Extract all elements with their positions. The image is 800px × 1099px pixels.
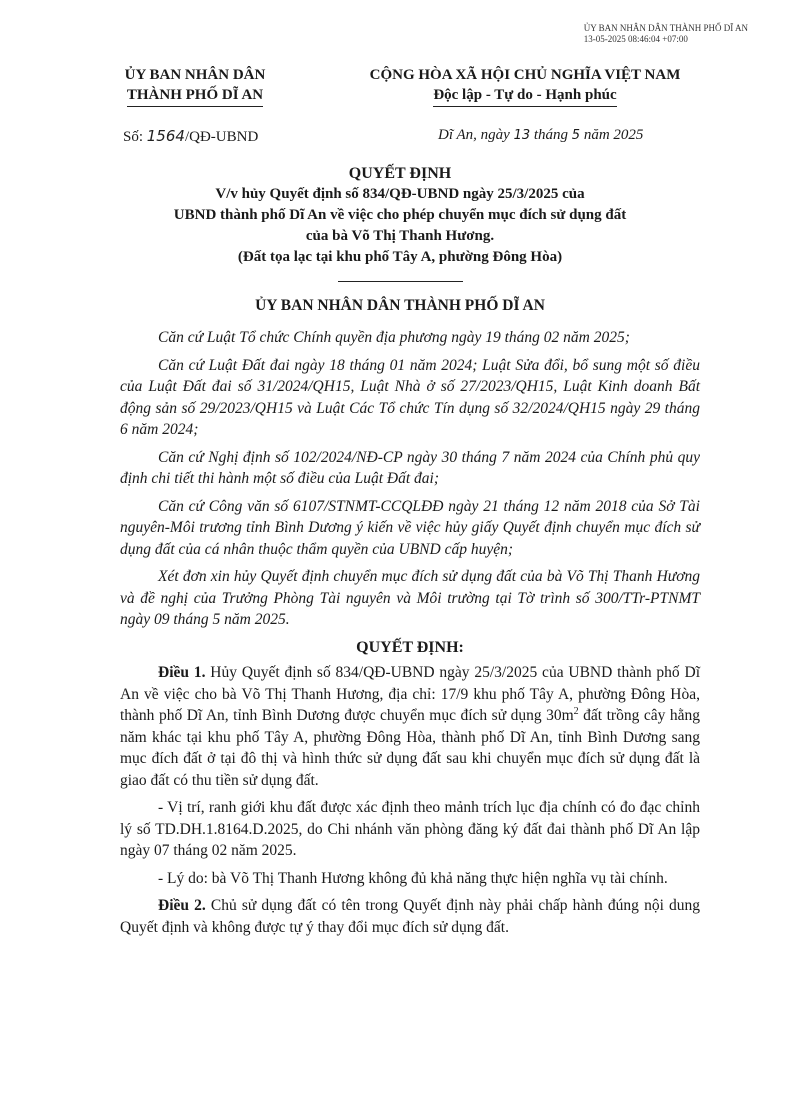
authority-line1: ỦY BAN NHÂN DÂN [124,67,266,83]
title-location: (Đất tọa lạc tại khu phố Tây A, phường Đông Hòa) [237,249,563,265]
title-divider [338,281,463,282]
legal-basis-3: Căn cứ Nghị định số 102/2024/NĐ-CP ngày 30 tháng 7 năm 2024 của Chính phủ quy định chi tiết thi hành một số điều của Luật Đất đai; [120,448,700,487]
handwritten-day: 13 [513,128,531,143]
title-subject-3: của bà Võ Thị Thanh Hương. [305,228,495,244]
legal-basis-1: Căn cứ Luật Tổ chức Chính quyền địa phương ngày 19 tháng 02 năm 2025; [158,329,630,346]
national-motto: Độc lập - Tự do - Hạnh phúc [433,85,616,107]
article-1-reason: - Lý do: bà Võ Thị Thanh Hương không đủ khả năng thực hiện nghĩa vụ tài chính. [158,869,668,887]
country-name: CỘNG HÒA XÃ HỘI CHỦ NGHĨA VIỆT NAM [369,67,681,83]
title-subject-2: UBND thành phố Dĩ An về việc cho phép chuyển mục đích sử dụng đất [173,207,627,223]
stamp-issuer: ỦY BAN NHÂN DÂN THÀNH PHỐ DĨ AN [583,23,748,33]
legal-basis-4: Căn cứ Công văn số 6107/STNMT-CCQLĐĐ ngày 21 tháng 12 năm 2018 của Sở Tài nguyên-Môi trương tỉnh Bình Dương ý kiến về việc hủy giấy Quyết định chuyển mục đích sử dụng đất của cá nhân thuộc thẩm quyền của UBND cấp huyện; [120,497,700,558]
issue-date: Dĩ An, ngày 13 tháng 5 năm 2025 [438,127,644,143]
decision-heading: QUYẾT ĐỊNH: [356,638,464,656]
legal-basis-2: Căn cứ Luật Đất đai ngày 18 tháng 01 năm 2024; Luật Sửa đổi, bổ sung một số điều của Luật Đất đai số 31/2024/QH15, Luật Nhà ở số 27/2023/QH15, Luật Kinh doanh Bất động sản số 29/2023/QH15 và Luật Các Tổ chức Tín dụng số 32/2024/QH15 ngày 29 tháng 6 năm 2024; [120,356,700,438]
document-body [120,327,700,944]
issuing-authority-header [100,65,290,107]
article-1-label: Điều 1. [158,664,206,681]
authority-line2: THÀNH PHỐ DĨ AN [127,85,263,107]
document-title [100,163,700,268]
article-2: Điều 2. Chủ sử dụng đất có tên trong Quyết định này phải chấp hành đúng nội dung Quyết định và không được tự ý thay đổi mục đích sử dụng đất. [120,897,700,936]
stamp-timestamp: 13-05-2025 08:46:04 +07:00 [583,34,688,44]
title-subject-1: V/v hủy Quyết định số 834/QĐ-UBND ngày 25/3/2025 của [215,186,585,202]
handwritten-number: 1564 [146,127,185,145]
authority-heading: ỦY BAN NHÂN DÂN THÀNH PHỐ DĨ AN [255,297,545,314]
article-1: Điều 1. Hủy Quyết định số 834/QĐ-UBND ngày 25/3/2025 của UBND thành phố Dĩ An về việc cho bà Võ Thị Thanh Hương, địa chỉ: 17/9 khu phố Tây A, phường Đông Hòa, thành phố Dĩ An, tỉnh Bình Dương được chuyển mục đích sử dụng $30m^2$ đất trồng cây hằng năm khác tại khu phố Tây A, phường Đông Hòa, thành phố Dĩ An, tỉnh Bình Dương sang mục đích đất ở tại đô thị và hình thức sử dụng đất sau khi chuyển mục đích sử dụng đất là giao đất có thu tiền sử dụng đất. [120,664,701,789]
article-1-location: - Vị trí, ranh giới khu đất được xác định theo mảnh trích lục địa chính có đo đạc chỉnh lý số TD.DH.1.8164.D.2025, do Chi nhánh văn phòng đăng ký đất đai thành phố Dĩ An lập ngày 07 tháng 02 năm 2025. [120,799,700,859]
digital-signature-stamp [584,23,748,45]
national-header [330,65,720,107]
article-2-label: Điều 2. [158,897,206,914]
document-number: Số: 1564/QĐ-UBND [123,127,259,145]
handwritten-month: 5 [571,128,581,143]
title-type: QUYẾT ĐỊNH [348,165,452,182]
legal-basis-5: Xét đơn xin hủy Quyết định chuyển mục đích sử dụng đất của bà Võ Thị Thanh Hương và đề nghị của Trưởng Phòng Tài nguyên và Môi trường tại Tờ trình số 300/TTr-PTNMT ngày 09 tháng 5 năm 2025. [120,568,700,628]
